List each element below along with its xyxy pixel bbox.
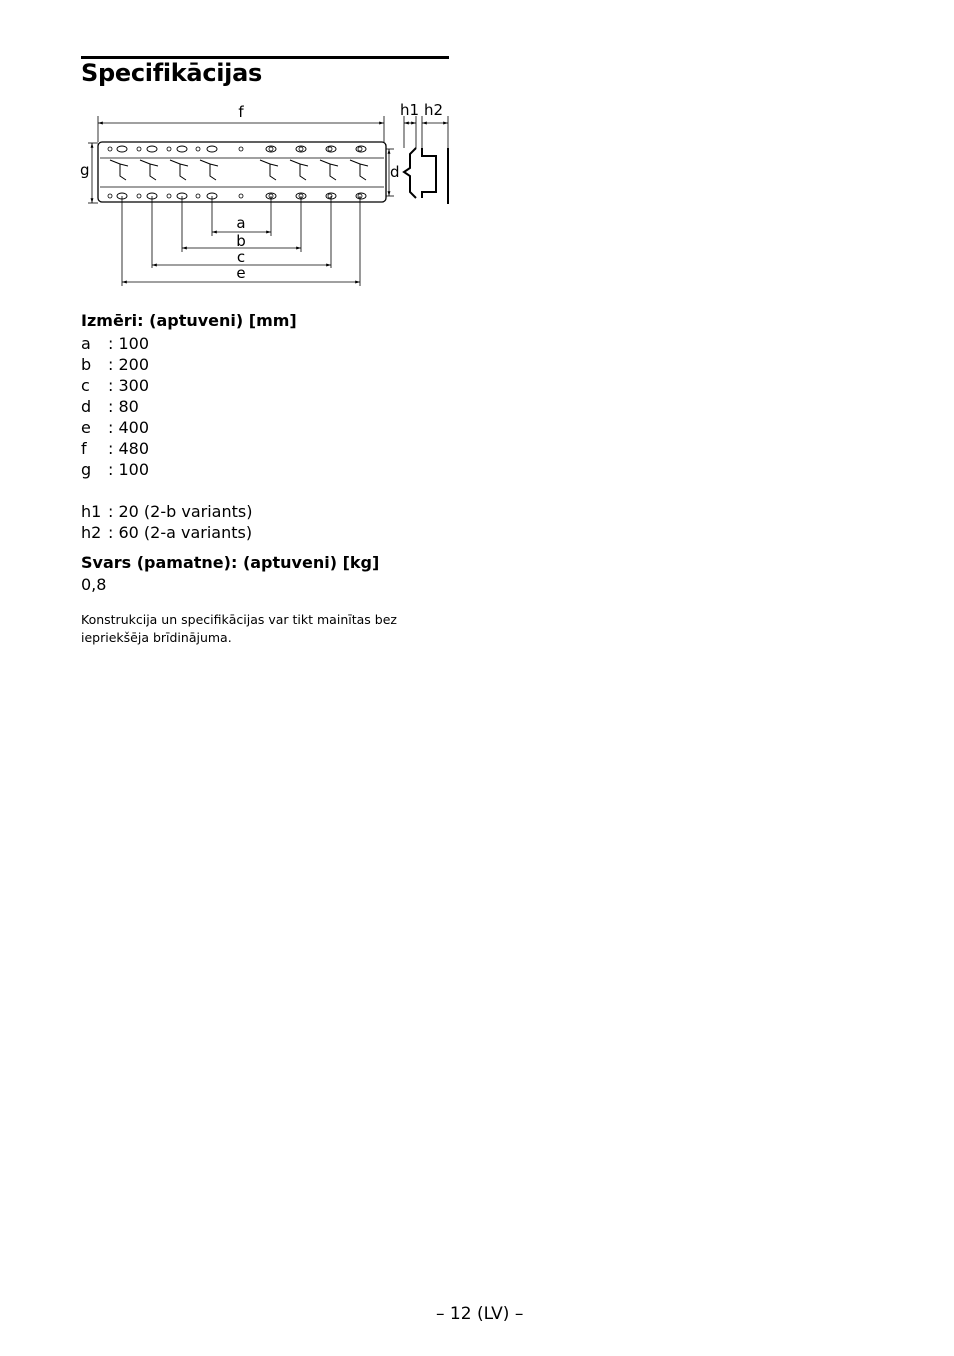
label-h1: h1 <box>400 101 420 119</box>
spec-value: : 20 (2-b variants) <box>108 502 253 521</box>
page-title: Specifikācijas <box>81 59 262 87</box>
spec-value: : 100 <box>108 334 150 353</box>
spec-key: f <box>81 439 87 458</box>
label-b: b <box>236 232 246 250</box>
label-g: g <box>80 161 90 179</box>
spec-value: : 80 <box>108 397 139 416</box>
spec-key: b <box>81 355 92 374</box>
spec-row-g <box>81 459 252 480</box>
spec-row-f <box>81 438 252 459</box>
spec-key: d <box>81 397 92 416</box>
spec-value: : 60 (2-a variants) <box>108 523 253 542</box>
spec-row-b <box>81 354 252 375</box>
spec-value: : 480 <box>108 439 150 458</box>
label-a: a <box>236 214 246 232</box>
spec-value: : 300 <box>108 376 150 395</box>
spec-value: : 100 <box>108 460 150 479</box>
label-f: f <box>238 103 244 121</box>
weight-value: 0,8 <box>81 575 107 594</box>
spec-key: h2 <box>81 523 102 542</box>
label-d: d <box>390 163 400 181</box>
spec-key: c <box>81 376 90 395</box>
spec-row-h1 <box>81 501 252 522</box>
page-number: – 12 (LV) – <box>436 1304 524 1324</box>
spec-value: : 400 <box>108 418 150 437</box>
spec-row-a <box>81 333 252 354</box>
bracket-dimension-diagram <box>76 96 456 296</box>
dimensions-list <box>81 333 252 543</box>
label-e: e <box>236 264 246 282</box>
spec-key: h1 <box>81 502 102 521</box>
weight-heading: Svars (pamatne): (aptuveni) [kg] <box>81 553 380 572</box>
spec-row-h2 <box>81 522 252 543</box>
spec-key: a <box>81 334 91 353</box>
spec-spacer <box>81 480 252 501</box>
spec-key: e <box>81 418 91 437</box>
spec-key: g <box>81 460 92 479</box>
label-h2: h2 <box>424 101 444 119</box>
dimensions-heading: Izmēri: (aptuveni) [mm] <box>81 311 297 330</box>
spec-value: : 200 <box>108 355 150 374</box>
spec-row-d <box>81 396 252 417</box>
spec-row-c <box>81 375 252 396</box>
disclaimer-note: Konstrukcija un specifikācijas var tikt mainītas bez iepriekšēja brīdinājuma. <box>81 612 397 645</box>
label-c: c <box>236 248 246 266</box>
spec-row-e <box>81 417 252 438</box>
